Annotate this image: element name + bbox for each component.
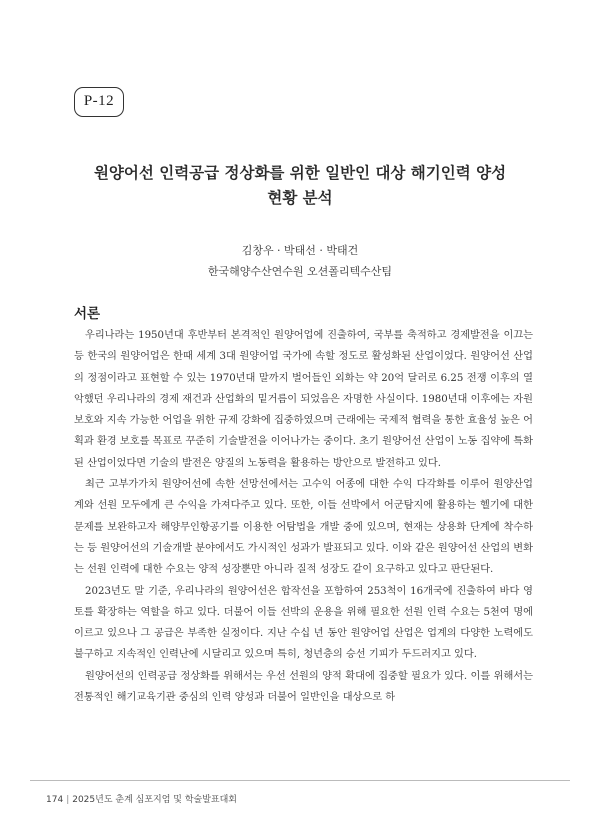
abstract-code-badge: P-12 [74, 87, 124, 117]
title-line-2: 현황 분석 [267, 188, 333, 207]
body-paragraph: 최근 고부가가치 원양어선에 속한 선망선에서는 고수익 어종에 대한 수익 다각화를 이루어 원양산업계와 선원 모두에게 큰 수익을 가져다주고 있다. 또한, 이들 선박에서 어군탐지에 활용하는 헬기에 대한 문제를 보완하고자 해양무인항공기를 이용한 어탐법을 개발 중에 있으며, 현재는 상용화 단계에 착수하는 등 원양어선의 기술개발 분야에서도 가시적인 성과가 발표되고 있다. 이와 같은 원양어선 산업의 변화는 선원 인력에 대한 수요는 양적 성장뿐만 아니라 질적 성장도 같이 요구하고 있다고 판단된다. [74, 479, 533, 576]
page-footer [46, 792, 237, 805]
introduction-body [74, 325, 533, 708]
body-paragraph: 우리나라는 1950년대 후반부터 본격적인 원양어업에 진출하여, 국부를 축적하고 경제발전을 이끄는 등 한국의 원양어업은 한때 세계 3대 원양어업 국가에 속할 정도로 활성화된 산업이었다. 원양어선 산업의 정점이라고 표현할 수 있는 1970년대 말까지 벌어들인 외화는 약 20억 달러로 6.25 전쟁 이후의 열악했던 우리나라의 경제 재건과 산업화의 밑거름이 되었음은 자명한 사실이다. 1980년대 이후에는 자원 보호와 지속 가능한 어업을 위한 규제 강화에 집중하였으며 근래에는 국제적 협력을 통한 효율성 높은 어획과 환경 보호를 목표로 꾸준히 기술발전을 이어나가는 중이다. 초기 원양어선 산업이 노동 집약에 특화된 산업이었다면 기술의 발전은 양질의 노동력을 활용하는 방안으로 발전하고 있다. [74, 330, 533, 469]
body-paragraph: 원양어선의 인력공급 정상화를 위해서는 우선 선원의 양적 확대에 집중할 필요가 있다. 이를 위해서는 전통적인 해기교육기관 중심의 인력 양성과 더불어 일반인을 대상으로 하 [74, 670, 533, 704]
title-line-1: 원양어선 인력공급 정상화를 위한 일반인 대상 해기인력 양성 [93, 163, 507, 182]
footer-divider [30, 780, 570, 781]
author-affiliation: 한국해양수산연수원 오션폴리텍수산팀 [207, 265, 393, 278]
body-paragraph: 2023년도 말 기준, 우리나라의 원양어선은 합작선을 포함하여 253척이 16개국에 진출하여 바다 영토를 확장하는 역할을 하고 있다. 더불어 이들 선박의 운용을 위해 필요한 선원 인력 수요는 5천여 명에 이르고 있으나 그 공급은 부족한 실정이다. 지난 수십 년 동안 원양어업 산업은 업계의 다양한 노력에도 불구하고 지속적인 인력난에 시달리고 있으며 특히, 청년층의 승선 기피가 두드러지고 있다. [74, 585, 533, 661]
footer-event-name: 2025년도 춘계 심포지엄 및 학술발표대회 [72, 795, 237, 805]
author-block [60, 240, 540, 282]
author-names: 김창우 · 박태선 · 박태건 [241, 244, 359, 257]
section-heading-introduction: 서론 [74, 306, 101, 322]
footer-separator: | [66, 795, 70, 805]
page-number: 174 [46, 795, 64, 805]
paper-title [60, 160, 540, 210]
